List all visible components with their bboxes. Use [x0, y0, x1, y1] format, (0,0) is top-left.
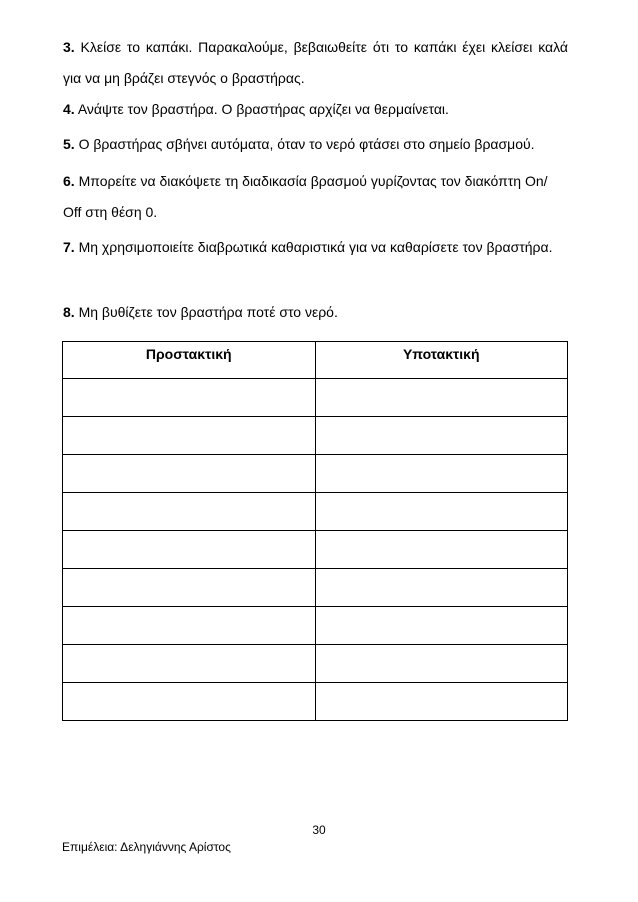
answer-table: [62, 341, 568, 721]
table-cell[interactable]: [63, 379, 316, 417]
instruction-6: [63, 166, 563, 228]
table-row: [63, 417, 568, 455]
footer-credit: Επιμέλεια: Δεληγιάννης Αρίστος: [62, 840, 231, 854]
instruction-5: [63, 129, 568, 160]
table-cell[interactable]: [315, 645, 568, 683]
instruction-text: Μη βυθίζετε τον βραστήρα ποτέ στο νερό.: [78, 304, 338, 320]
table-cell[interactable]: [315, 531, 568, 569]
instruction-3: [63, 32, 568, 94]
table-cell[interactable]: [63, 683, 316, 721]
table-row: [63, 607, 568, 645]
table-row: [63, 645, 568, 683]
instruction-4: [63, 94, 568, 125]
instruction-text: Μπορείτε να διακόψετε τη διαδικασία βρασμού γυρίζοντας τον διακόπτη On/ Off στη θέση 0.: [63, 173, 548, 220]
table-cell[interactable]: [315, 683, 568, 721]
table-header-row: [63, 342, 568, 379]
table-row: [63, 683, 568, 721]
table-cell[interactable]: [315, 607, 568, 645]
page-number: 30: [312, 823, 326, 837]
table-cell[interactable]: [63, 531, 316, 569]
instruction-number: 4.: [63, 101, 75, 117]
instruction-number: 5.: [63, 136, 75, 152]
table-cell[interactable]: [63, 417, 316, 455]
instruction-number: 8.: [63, 304, 75, 320]
instruction-number: 3.: [63, 39, 75, 55]
table-cell[interactable]: [315, 569, 568, 607]
table-cell[interactable]: [63, 493, 316, 531]
instruction-text: Ο βραστήρας σβήνει αυτόματα, όταν το νερό φτάσει στο σημείο βρασμού.: [78, 136, 535, 152]
table-cell[interactable]: [63, 607, 316, 645]
table-cell[interactable]: [63, 645, 316, 683]
table-row: [63, 531, 568, 569]
table-cell[interactable]: [315, 455, 568, 493]
table-cell[interactable]: [63, 569, 316, 607]
header-ypotaktiki: Υποτακτική: [315, 342, 568, 379]
table-cell[interactable]: [315, 417, 568, 455]
instruction-8: [63, 297, 568, 328]
table-row: [63, 493, 568, 531]
table-row: [63, 569, 568, 607]
instruction-number: 7.: [63, 239, 75, 255]
table-row: [63, 379, 568, 417]
table-cell[interactable]: [315, 493, 568, 531]
instruction-text: Κλείσε το καπάκι. Παρακαλούμε, βεβαιωθείτε ότι το καπάκι έχει κλείσει καλά για να μη βράζει στεγνός ο βραστήρας.: [63, 39, 569, 86]
instruction-7: [63, 232, 568, 263]
table-row: [63, 455, 568, 493]
header-prostaktiki: Προστακτική: [63, 342, 316, 379]
instruction-text: Μη χρησιμοποιείτε διαβρωτικά καθαριστικά για να καθαρίσετε τον βραστήρα.: [78, 239, 553, 255]
instruction-number: 6.: [63, 173, 75, 189]
instruction-text: Ανάψτε τον βραστήρα. Ο βραστήρας αρχίζει να θερμαίνεται.: [77, 101, 449, 117]
table-cell[interactable]: [315, 379, 568, 417]
table-cell[interactable]: [63, 455, 316, 493]
